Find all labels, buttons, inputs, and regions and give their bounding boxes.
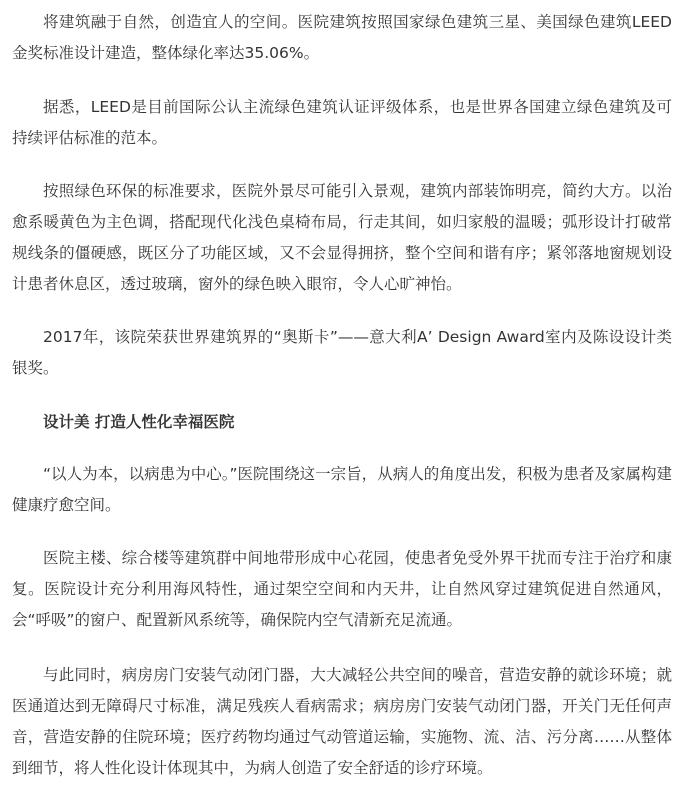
paragraph-green-building: 将建筑融于自然，创造宜人的空间。医院建筑按照国家绿色建筑三星、美国绿色建筑LEED金奖标准设计建造，整体绿化率达35.06%。 — [12, 13, 672, 62]
paragraph-leed: 据悉，LEED是目前国际公认主流绿色建筑认证评级体系，也是世界各国建立绿色建筑及可持续评估标准的范本。 — [12, 98, 672, 147]
paragraph-patient-centered: “以人为本，以病患为中心。”医院围绕这一宗旨，从病人的角度出发，积极为患者及家属构建健康疗愈空间。 — [12, 465, 672, 514]
section-heading: 设计美 打造人性化幸福医院 — [43, 413, 235, 431]
paragraph-central-garden: 医院主楼、综合楼等建筑群中间地带形成中心花园，使患者免受外界干扰而专注于治疗和康复。医院设计充分利用海风特性，通过架空空间和内天井，让自然风穿过建筑促进自然通风，会“呼吸”的窗户、配置新风系统等，确保院内空气清新充足流通。 — [12, 549, 672, 629]
paragraph-award: 2017年，该院荣获世界建筑界的“奥斯卡”——意大利A’ Design Award室内及陈设设计类银奖。 — [12, 328, 672, 377]
paragraph-environment: 按照绿色环保的标准要求，医院外景尽可能引入景观，建筑内部装饰明亮，简约大方。以治愈系暖黄色为主色调，搭配现代化浅色桌椅布局，行走其间，如归家般的温暖；弧形设计打破常规线条的僵硬感，既区分了功能区域，又不会显得拥挤，整个空间和谐有序；紧邻落地窗规划设计患者休息区，透过玻璃，窗外的绿色映入眼帘，令人心旷神怡。 — [12, 182, 672, 293]
paragraph-humanized-design: 与此同时，病房房门安装气动闭门器，大大减轻公共空间的噪音，营造安静的就诊环境；就医通道达到无障碍尺寸标准，满足残疾人看病需求；病房房门安装气动闭门器，开关门无任何声音，营造安静的住院环境；医疗药物均通过气动管道运输，实施物、流、洁、污分离……从整体到细节，将人性化设计体现其中，为病人创造了安全舒适的诊疗环境。 — [12, 666, 672, 777]
